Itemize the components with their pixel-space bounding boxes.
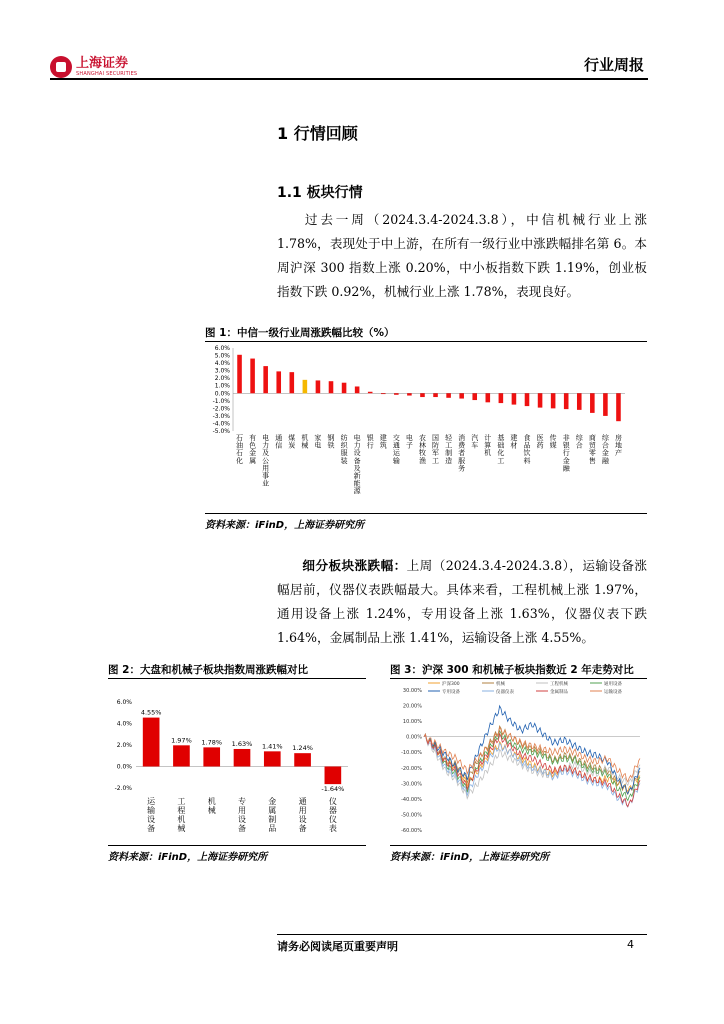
data-label: -1.64% (321, 785, 345, 794)
figure3-source: 资料来源：iFinD，上海证券研究所 (390, 852, 550, 863)
bar (325, 767, 342, 785)
y-tick-label: 6.0% (214, 345, 230, 352)
category-label: 综合 (575, 434, 583, 450)
figure1-source: 资料来源：iFinD，上海证券研究所 (205, 520, 365, 531)
bar (276, 371, 281, 393)
category-label: 电力设备及新能源 (353, 434, 361, 496)
logo-icon (50, 56, 72, 78)
bar (407, 393, 412, 395)
category-label: 交通运输 (392, 434, 400, 465)
legend-label: 金属制品 (550, 690, 568, 695)
page-header (50, 50, 648, 80)
category-label: 基础化工 (497, 434, 505, 465)
logo-name-en: SHANGHAI SECURITIES (76, 71, 138, 77)
category-label: 石油石化 (236, 434, 244, 465)
report-type: 行业周报 (583, 56, 644, 74)
bar (603, 393, 608, 416)
subsection-heading: 1.1 板块行情 (277, 185, 363, 201)
y-tick-label: 0.0% (214, 390, 230, 398)
y-tick-label: -5.0% (212, 428, 230, 435)
figure3-bottom-rule (390, 845, 647, 846)
paragraph-subsector-lead: 细分板块涨跌幅： (302, 558, 407, 573)
legend-label: 工程机械 (550, 682, 568, 687)
paragraph-market-review-text: 过去一周（2024.3.4-2024.3.8），中信机械行业上涨 1.78%，表现处于中上游，在所有一级行业中涨跌幅排名第 6。本周沪深 300 指数上涨 0.20%，中小板指数下跌 1.19%，创业板指数下跌 0.92%，机械行业上涨 1.78%，表现良好。 (277, 212, 647, 299)
y-tick-label: -1.0% (212, 397, 230, 405)
bar (342, 383, 347, 394)
y-tick-label: 4.0% (116, 720, 132, 728)
category-label: 电力及公用事业 (262, 434, 270, 488)
bar (486, 393, 491, 402)
y-tick-label: -2.0% (212, 405, 230, 413)
category-label: 家电 (314, 434, 322, 450)
bar (203, 747, 220, 766)
category-label: 煤炭 (288, 434, 296, 450)
company-logo (50, 56, 137, 78)
legend-label: 仪器仪表 (496, 690, 514, 695)
y-tick-label: 3.0% (214, 367, 230, 375)
data-label: 1.41% (261, 742, 283, 751)
bar (264, 751, 281, 766)
category-label: 金属制品 (268, 797, 277, 833)
footer-divider (277, 934, 647, 935)
y-tick-label: 2.0% (214, 375, 230, 383)
figure1-bottom-rule (205, 513, 647, 514)
category-label: 工程机械 (177, 797, 186, 833)
bar (237, 355, 242, 393)
figure2-source: 资料来源：iFinD，上海证券研究所 (108, 852, 268, 863)
bar (525, 393, 530, 406)
category-label: 纺织服装 (340, 434, 348, 465)
paragraph-market-review (277, 208, 647, 304)
category-label: 国防军工 (432, 434, 440, 465)
legend-label: 专用设备 (442, 690, 460, 695)
figure2-chart (108, 680, 366, 843)
y-tick-label: 20.00% (402, 703, 422, 710)
category-label: 医药 (536, 434, 544, 450)
category-label: 商贸零售 (588, 434, 596, 465)
bar (564, 393, 569, 409)
figure3-title: 图 3：沪深 300 和机械子板块指数近 2 年走势对比 (390, 664, 634, 676)
category-label: 银行 (366, 434, 374, 450)
bar (433, 393, 438, 397)
page-number: 4 (627, 938, 634, 951)
legend-label: 通用设备 (604, 682, 622, 687)
legend-label: 沪深300 (442, 682, 460, 687)
bar (538, 393, 543, 407)
figure2-bottom-rule (108, 845, 366, 846)
bar (368, 392, 373, 394)
bar (234, 749, 251, 767)
y-tick-label: 4.0% (214, 360, 230, 368)
bar (329, 381, 334, 393)
category-label: 钢铁 (327, 434, 335, 450)
y-tick-label: 10.00% (402, 719, 422, 726)
data-label: 1.97% (171, 736, 192, 745)
bar (420, 393, 425, 397)
y-tick-label: -60.00% (401, 828, 422, 834)
category-label: 综合金融 (601, 434, 609, 465)
figure3-chart (390, 680, 647, 843)
category-label: 专用设备 (238, 797, 246, 833)
paragraph-subsector (277, 554, 647, 650)
section-heading: 1 行情回顾 (277, 124, 358, 143)
category-label: 电子 (405, 434, 413, 450)
bar (472, 393, 477, 400)
y-tick-label: 30.00% (402, 688, 422, 694)
bar (499, 393, 504, 403)
figure1-chart (205, 342, 647, 512)
bar (263, 366, 268, 393)
legend-label: 运输设备 (604, 690, 622, 695)
figure1-title: 图 1：中信一级行业周涨跌幅比较（%） (205, 327, 395, 339)
y-tick-label: 0.00% (406, 734, 422, 741)
bar (446, 393, 451, 398)
paragraph-subsector-text: 上周（2024.3.4-2024.3.8），运输设备涨幅居前，仪器仪表跌幅最大。具体来看，工程机械上涨 1.97%，通用设备上涨 1.24%，专用设备上涨 1.63%，仪器仪表下跌 1.64%，金属制品上涨 1.41%，运输设备上涨 4.55%。 (277, 558, 648, 645)
bar (173, 745, 190, 766)
category-label: 房地产 (614, 434, 622, 458)
bar (616, 393, 621, 421)
bar (355, 386, 360, 393)
category-label: 仪器仪表 (328, 797, 337, 833)
category-label: 汽车 (471, 434, 479, 450)
y-tick-label: -50.00% (401, 812, 422, 819)
category-label: 农林牧渔 (418, 434, 426, 465)
bar (250, 359, 255, 394)
bar (290, 372, 295, 393)
category-label: 机械 (301, 434, 309, 450)
data-label: 1.24% (292, 744, 313, 753)
bar (143, 718, 160, 767)
y-tick-label: -40.00% (401, 796, 422, 803)
y-tick-label: -4.0% (212, 420, 230, 428)
category-label: 有色金属 (249, 434, 257, 465)
y-tick-label: -2.0% (114, 785, 132, 792)
y-tick-label: -20.00% (401, 765, 422, 772)
category-label: 计算机 (484, 434, 492, 458)
y-tick-label: 1.0% (214, 382, 230, 390)
y-tick-label: -30.00% (401, 781, 422, 788)
y-tick-label: 6.0% (116, 699, 132, 706)
category-label: 通信 (275, 434, 283, 450)
bar (294, 753, 311, 766)
logo-name-cn: 上海证券 (76, 56, 129, 71)
bar (459, 393, 464, 398)
category-label: 机械 (207, 797, 216, 815)
category-label: 非银行金融 (562, 434, 570, 473)
category-label: 运输设备 (147, 797, 156, 833)
bar (512, 393, 517, 404)
bar (577, 393, 582, 410)
category-label: 建筑 (379, 434, 387, 450)
y-tick-label: 0.0% (116, 763, 132, 771)
data-label: 1.78% (201, 738, 223, 747)
header-divider (50, 78, 648, 80)
category-label: 轻工制造 (445, 434, 453, 465)
bar (303, 380, 308, 393)
figure2-top-rule (108, 678, 366, 679)
data-label: 1.63% (231, 739, 253, 748)
legend-label: 机械 (496, 682, 505, 687)
figure3-top-rule (390, 678, 647, 679)
figure2-title: 图 2：大盘和机械子板块指数周涨跌幅对比 (108, 664, 308, 676)
bar (381, 393, 386, 394)
y-tick-label: -3.0% (212, 412, 230, 420)
category-label: 传媒 (549, 434, 557, 450)
bar (551, 393, 556, 408)
data-label: 4.55% (140, 708, 162, 717)
series-line (424, 735, 640, 792)
category-label: 消费者服务 (458, 434, 466, 473)
bar (394, 393, 399, 395)
category-label: 通用设备 (298, 797, 307, 833)
category-label: 建材 (510, 434, 518, 450)
y-tick-label: 2.0% (116, 742, 132, 749)
disclaimer-notice: 请务必阅读尾页重要声明 (277, 940, 398, 953)
y-tick-label: 5.0% (214, 352, 230, 360)
bar (316, 380, 321, 393)
bar (590, 393, 595, 413)
y-tick-label: -10.00% (401, 750, 422, 757)
category-label: 食品饮料 (523, 434, 531, 465)
